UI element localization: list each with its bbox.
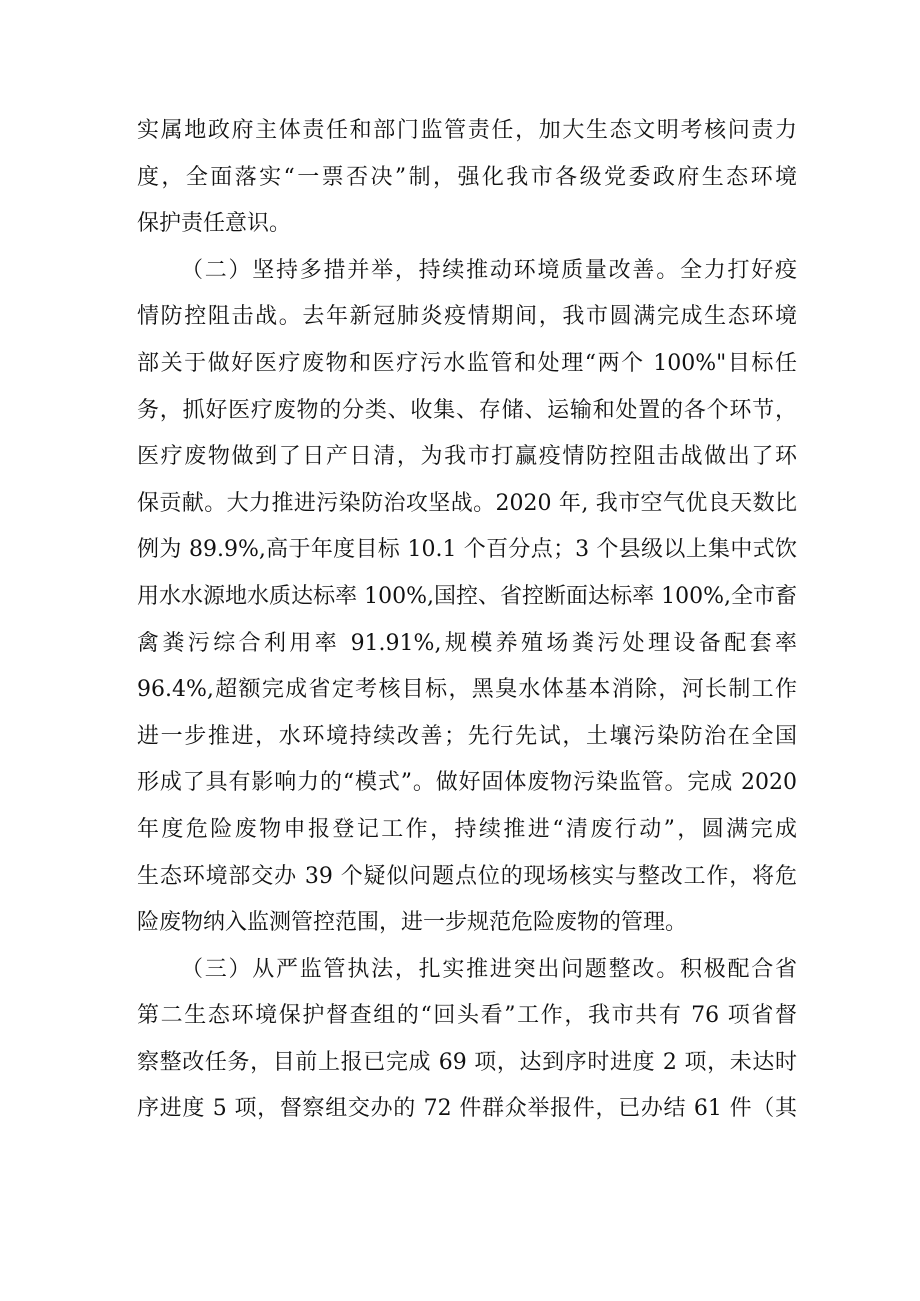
text-line: 实属地政府主体责任和部门监管责任，加大生态文明考核问责力	[137, 118, 797, 143]
text-line: 部关于做好医疗废物和医疗污水监管和处理“两个 100%"目标任	[137, 350, 797, 376]
text-line: 险废物纳入监测管控范围，进一步规范危险废物的管理。	[137, 910, 688, 936]
text-line: 例为 89.9%,高于年度目标 10.1 个百分点；3 个县级以上集中式饮	[137, 537, 797, 563]
text-line: 医疗废物做到了日产日清，为我市打赢疫情防控阻击战做出了环	[137, 444, 797, 470]
text-line: 生态环境部交办 39 个疑似问题点位的现场核实与整改工作，将危	[137, 863, 797, 889]
text-line: （二）坚持多措并举，持续推动环境质量改善。全力打好疫	[181, 257, 797, 283]
text-line: 形成了具有影响力的“模式”。做好固体废物污染监管。完成 2020	[137, 770, 797, 796]
text-line: 用水水源地水质达标率 100%,国控、省控断面达标率 100%,全市畜	[137, 583, 797, 609]
text-line: （三）从严监管执法，扎实推进突出问题整改。积极配合省	[181, 956, 797, 982]
document-body	[137, 108, 797, 1133]
text-line: 保护责任意识。	[137, 211, 292, 237]
text-line: 情防控阻击战。去年新冠肺炎疫情期间，我市圆满完成生态环境	[137, 304, 797, 330]
text-line: 禽粪污综合利用率 91.91%,规模养殖场粪污处理设备配套率	[137, 630, 797, 656]
text-line: 察整改任务，目前上报已完成 69 项，达到序时进度 2 项，未达时	[137, 1049, 797, 1075]
text-line: 务，抓好医疗废物的分类、收集、存储、运输和处置的各个环节，	[137, 397, 797, 423]
text-line: 第二生态环境保护督查组的“回头看”工作，我市共有 76 项省督	[137, 1003, 797, 1029]
text-line: 序进度 5 项，督察组交办的 72 件群众举报件，已办结 61 件（其	[137, 1096, 797, 1122]
text-line: 度，全面落实“一票否决”制，强化我市各级党委政府生态环境	[137, 164, 797, 190]
text-line: 年度危险废物申报登记工作，持续推进“清废行动”，圆满完成	[137, 816, 797, 842]
text-line: 进一步推进，水环境持续改善；先行先试，土壤污染防治在全国	[137, 723, 797, 749]
text-line: 96.4%,超额完成省定考核目标，黑臭水体基本消除，河长制工作	[137, 677, 797, 703]
text-line: 保贡献。大力推进污染防治攻坚战。2020 年, 我市空气优良天数比	[137, 490, 797, 516]
